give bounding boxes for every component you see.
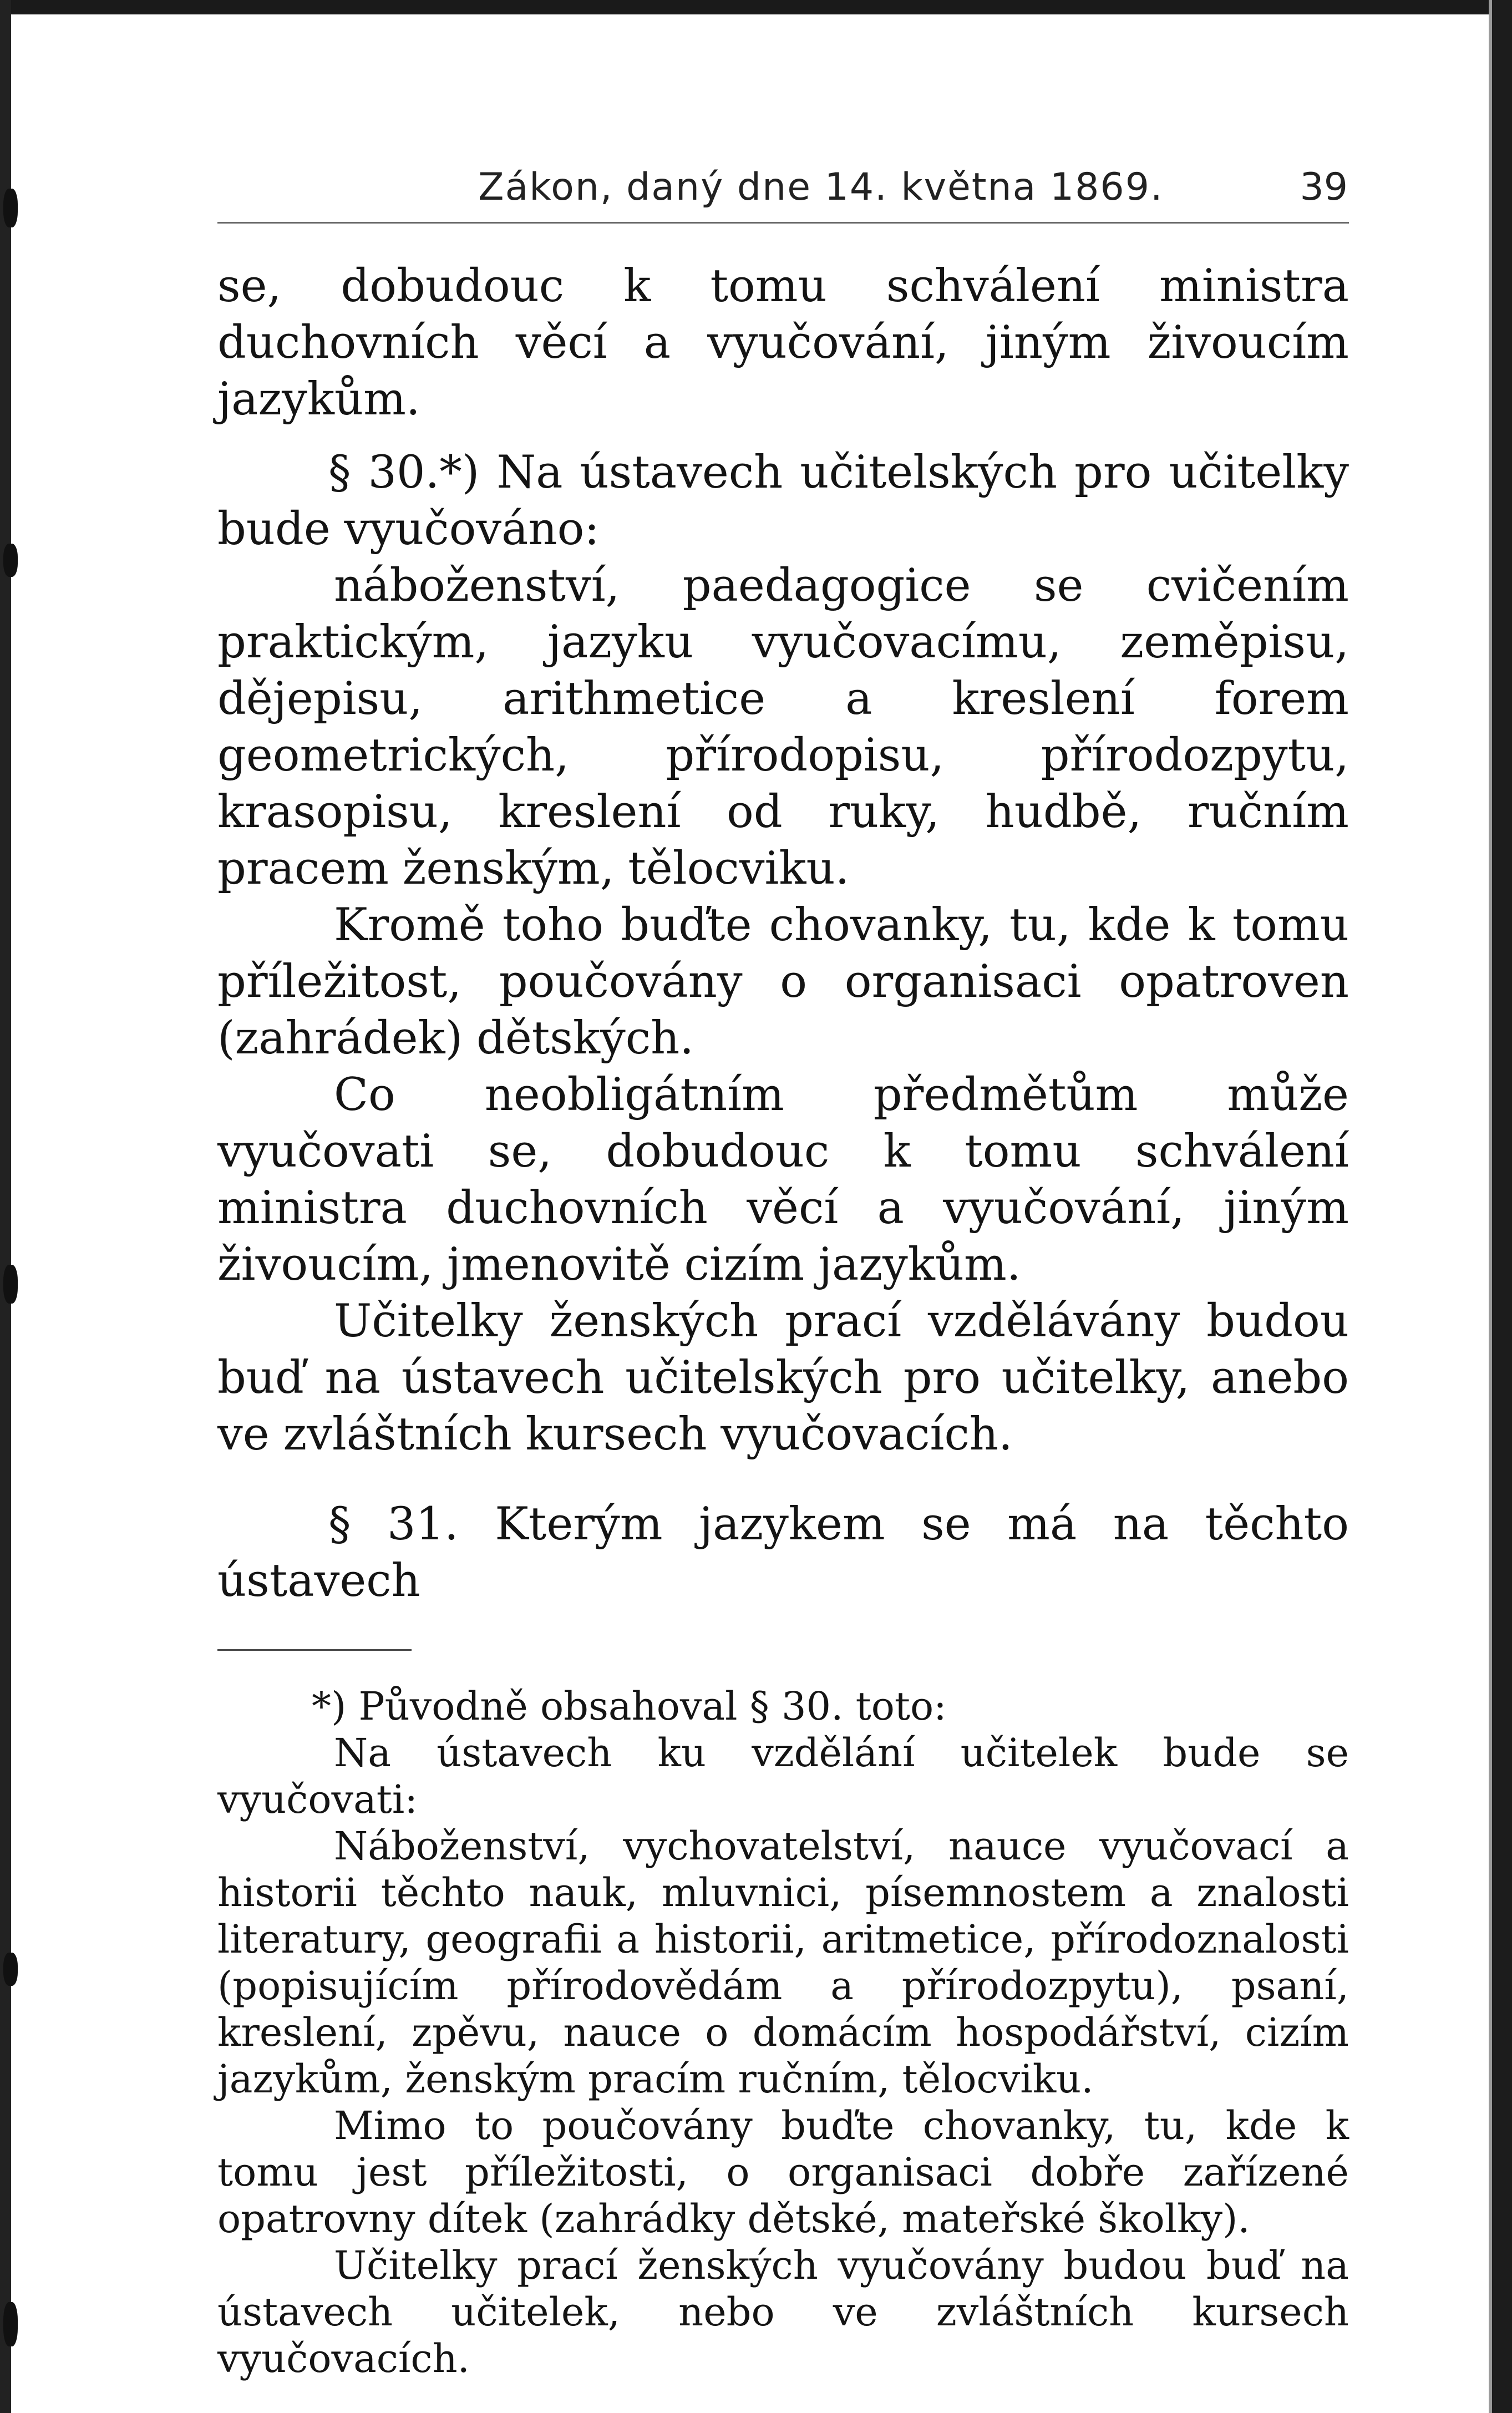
scan-binding-mark — [3, 1265, 18, 1304]
section-31-heading: § 31. Kterým jazykem se má na těchto ústavech — [217, 1498, 1349, 1607]
scan-right-edge — [1492, 0, 1512, 2413]
paragraph-handwork-teachers: Učitelky ženských prací vzdělávány budou buď na ústavech učitelských pro učitelky, anebo ve zvláštních kursech vyučovacích. — [217, 1295, 1349, 1461]
scan-binding-mark — [3, 544, 18, 577]
scan-binding-mark — [3, 189, 18, 227]
footnote-intro: *) Původně obsahoval § 30. toto: — [312, 1684, 947, 1729]
page-number: 39 — [1300, 165, 1348, 209]
scan-binding-mark — [3, 2302, 18, 2346]
paragraph-subjects: náboženství, paedagogice se cvičením praktickým, jazyku vyučovacímu, zeměpisu, dějepisu, arithmetice a kreslení forem geometrických, přírodopisu, přírodozpytu, krasopisu, kreslení od ruky, hudbě, ručním pracem ženským, tělocviku. — [217, 560, 1349, 895]
section-30-heading: § 30.*) Na ústavech učitelských pro učitelky bude vyučováno: — [217, 447, 1349, 555]
footnote-rule — [217, 1649, 412, 1651]
running-header — [217, 164, 1349, 217]
footnote-paragraph: Na ústavech ku vzdělání učitelek bude se vyučovati: — [217, 1730, 1349, 1822]
footnote — [217, 1683, 1349, 2382]
main-text — [217, 258, 1349, 1609]
paragraph-kindergarten: Kromě toho buďte chovanky, tu, kde k tomu příležitost, poučovány o organisaci opatroven (zahrádek) dětských. — [217, 899, 1349, 1064]
footnote-paragraph: Náboženství, vychovatelství, nauce vyučovací a historii těchto nauk, mluvnici, písemnostem a znalosti literatury, geografii a historii, aritmetice, přírodoznalosti (popisujícím přírodovědám a přírodozpytu), psaní, kreslení, zpěvu, nauce o domácím hospodářství, cizím jazykům, ženským pracím ručním, tělocviku. — [217, 1823, 1349, 2102]
footnote-paragraph: Učitelky prací ženských vyučovány budou buď na ústavech učitelek, nebo ve zvláštních kursech vyučovacích. — [217, 2243, 1349, 2381]
scan-top-edge — [0, 0, 1512, 14]
scan-binding-mark — [3, 1953, 18, 1986]
paragraph-continuation: se, dobudouc k tomu schválení ministra duchovních věcí a vyučování, jiným živoucím jazykům. — [217, 260, 1349, 425]
footnote-paragraph: Mimo to poučovány buďte chovanky, tu, kde k tomu jest příležitosti, o organisaci dobře zařízené opatrovny dítek (zahrádky dětské, mateřské školky). — [217, 2103, 1349, 2242]
running-title: Zákon, daný dne 14. května 1869. — [478, 165, 1164, 209]
header-rule — [217, 222, 1349, 224]
page — [217, 164, 1349, 2382]
paragraph-optional-subjects: Co neobligátním předmětům může vyučovati se, dobudouc k tomu schválení ministra duchovních věcí a vyučování, jiným živoucím, jmenovitě cizím jazykům. — [217, 1069, 1349, 1291]
scan-left-edge — [0, 0, 11, 2413]
